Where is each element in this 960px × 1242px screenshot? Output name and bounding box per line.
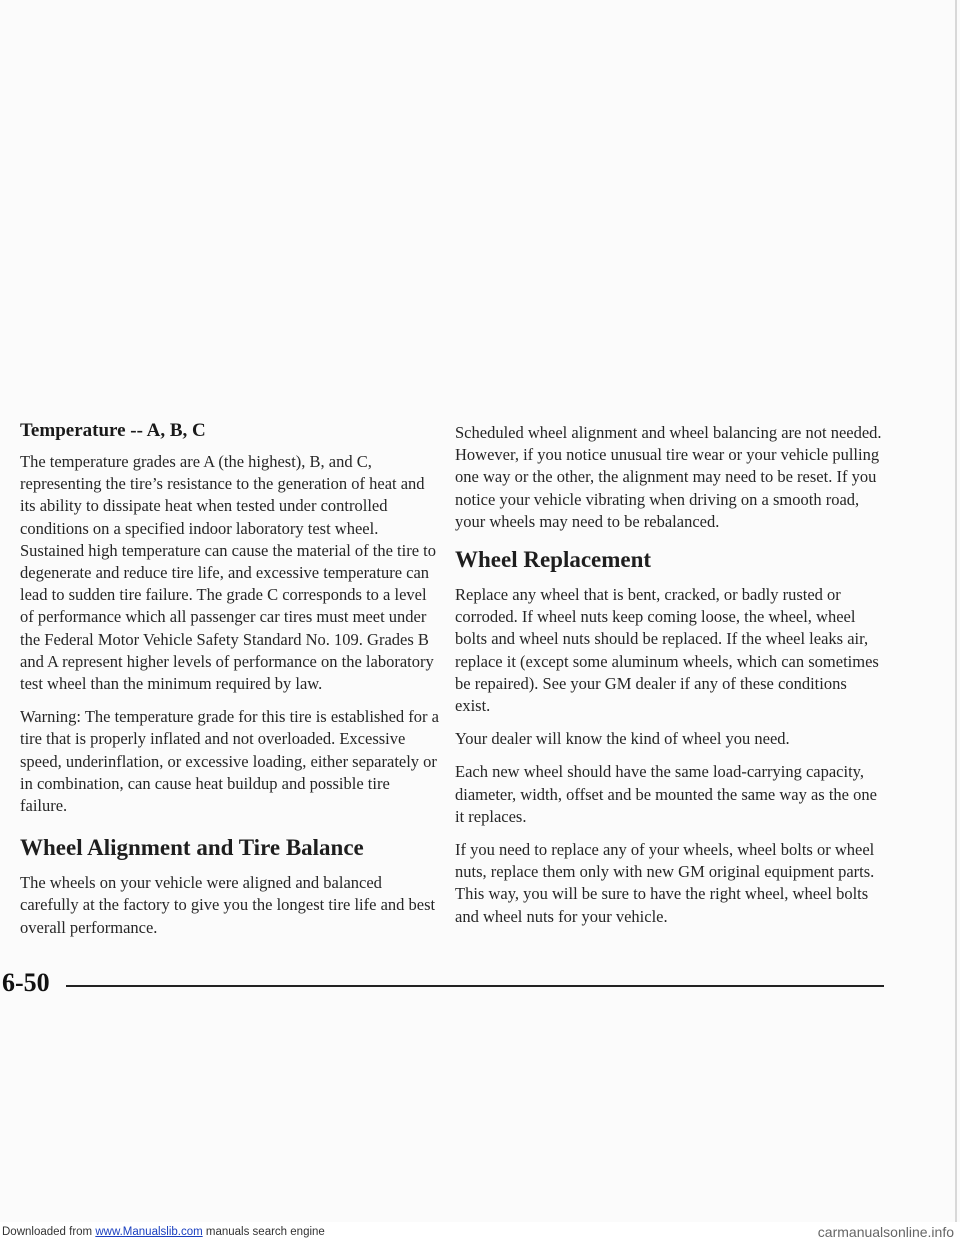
manualslib-link[interactable]: www.Manualslib.com bbox=[95, 1226, 203, 1238]
footer-rule bbox=[66, 985, 884, 987]
temperature-heading: Temperature -- A, B, C bbox=[20, 420, 206, 441]
replace-wheel-paragraph: Replace any wheel that is bent, cracked, or badly rusted or corroded. If wheel nuts keep coming loose, the wheel, wheel bolts and wheel nuts should be replaced. If the wheel leaks air, replace it (except some aluminum wheels, which can sometimes be repaired). See your GM dealer if any of these conditions exist. bbox=[455, 585, 879, 716]
download-source bbox=[2, 1226, 325, 1238]
page-number: 6-50 bbox=[2, 968, 50, 997]
page-footer bbox=[0, 968, 960, 1008]
download-suffix: manuals search engine bbox=[202, 1226, 325, 1238]
left-column bbox=[20, 420, 440, 950]
watermark-text: carmanualsonline.info bbox=[817, 1224, 954, 1240]
right-column bbox=[455, 422, 885, 939]
warning-paragraph: Warning: The temperature grade for this tire is established for a tire that is properly inflated and not overloaded. Excessive speed, underinflation, or excessive loading, either separately or in combination, can cause heat buildup and possible tire failure. bbox=[20, 707, 439, 816]
download-bar bbox=[0, 1222, 960, 1242]
download-prefix: Downloaded from bbox=[2, 1226, 96, 1238]
alignment-paragraph: The wheels on your vehicle were aligned and balanced carefully at the factory to give you the longest tire life and best overall performance. bbox=[20, 873, 436, 937]
temperature-paragraph: The temperature grades are A (the highest), B, and C, representing the tire’s resistance to the generation of heat and its ability to dissipate heat when tested under controlled conditions on a specified indoor laboratory test wheel. Sustained high temperature can cause the material of the tire to degenerate and reduce tire life, and excessive temperature can lead to sudden tire failure. The grade C corresponds to a level of performance which all passenger car tires must meet under the Federal Motor Vehicle Safety Standard No. 109. Grades B and A represent higher levels of performance on the laboratory test wheel than the minimum required by law. bbox=[20, 452, 437, 694]
alignment-heading: Wheel Alignment and Tire Balance bbox=[20, 835, 364, 861]
replacement-heading: Wheel Replacement bbox=[455, 547, 652, 573]
page-edge-line bbox=[955, 0, 957, 1242]
dealer-paragraph: Your dealer will know the kind of wheel you need. bbox=[455, 729, 790, 749]
each-wheel-paragraph: Each new wheel should have the same load-carrying capacity, diameter, width, offset and be mounted the same way as the one it replaces. bbox=[455, 762, 877, 826]
original-parts-paragraph: If you need to replace any of your wheels, wheel bolts or wheel nuts, replace them only with new GM original equipment parts. This way, you will be sure to have the right wheel, wheel bolts and wheel nuts for your vehicle. bbox=[455, 840, 875, 926]
scheduled-alignment-paragraph: Scheduled wheel alignment and wheel balancing are not needed. However, if you notice unusual tire wear or your vehicle pulling one way or the other, the alignment may need to be reset. If you notice your vehicle vibrating when driving on a smooth road, your wheels may need to be rebalanced. bbox=[455, 423, 882, 531]
